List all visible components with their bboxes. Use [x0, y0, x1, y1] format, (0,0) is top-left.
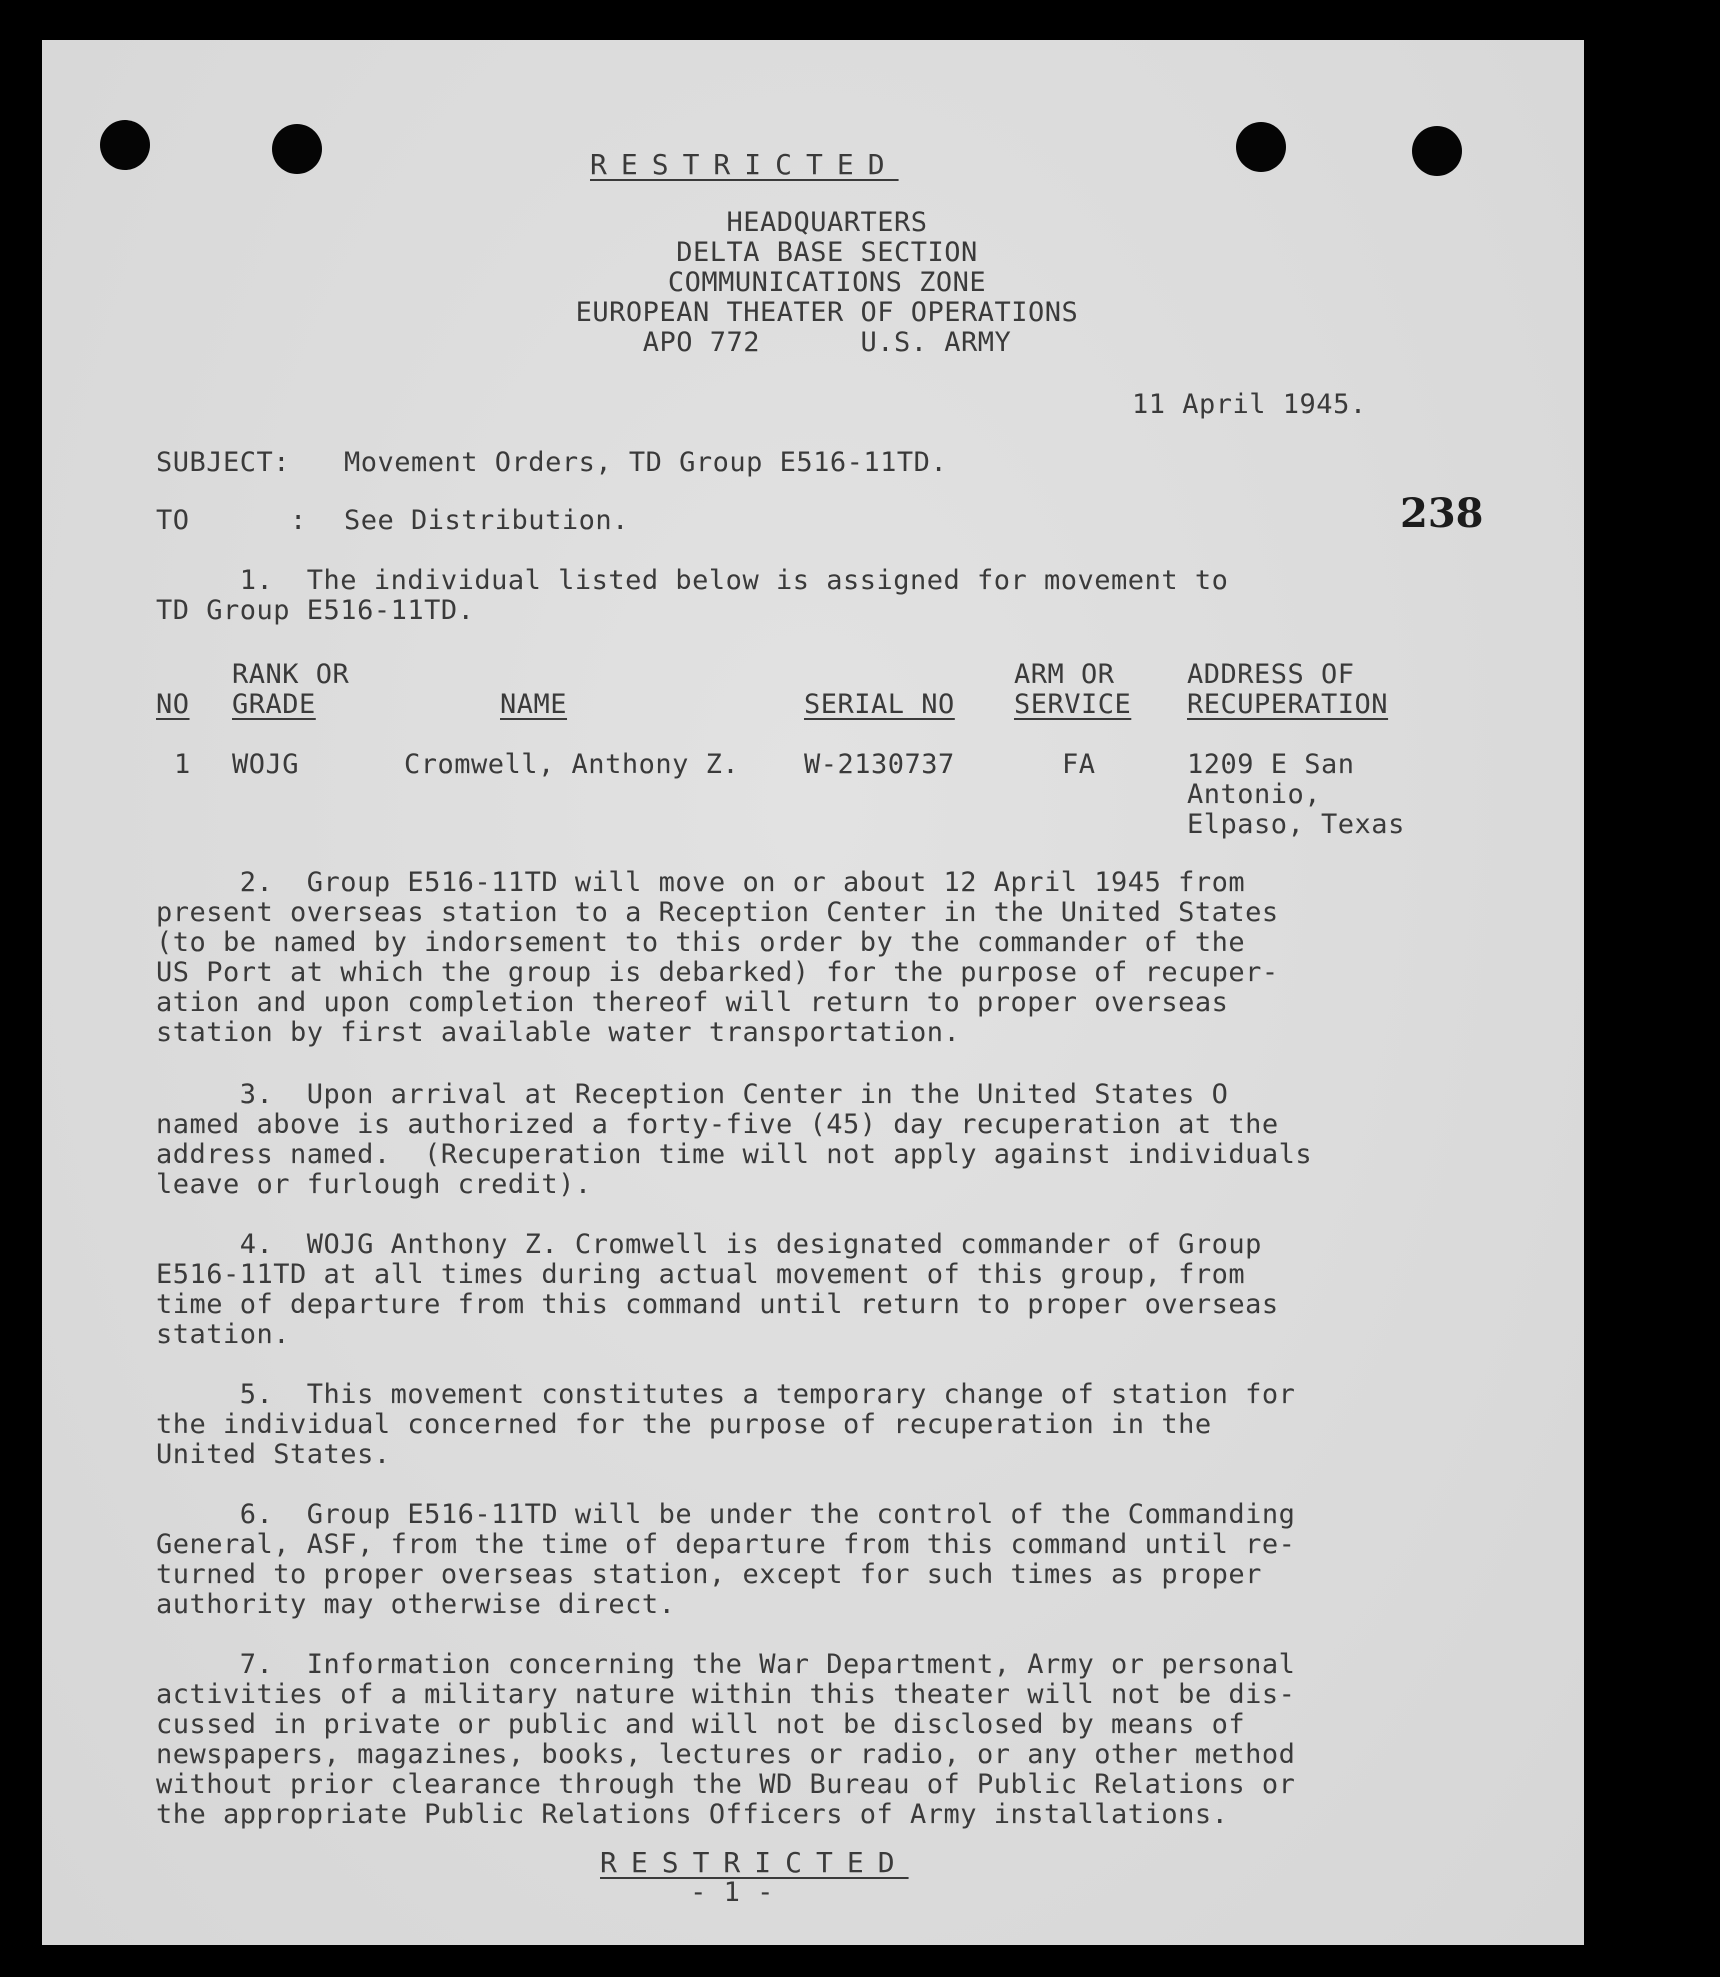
punch-hole — [1236, 122, 1286, 172]
row-rank: WOJG — [232, 749, 300, 780]
col-header-grade: GRADE — [232, 689, 316, 720]
document-page — [42, 40, 1584, 1945]
paragraph-5-line: 5. This movement constitutes a temporary change of station for — [156, 1379, 1296, 1410]
apo-line: APO 772 U.S. ARMY — [642, 327, 1012, 358]
row-name: Cromwell, Anthony Z. — [404, 749, 740, 780]
paragraph-2-line: present overseas station to a Reception Center in the United States — [156, 897, 1279, 928]
paragraph-6-line: turned to proper overseas station, except for such times as proper — [156, 1559, 1262, 1590]
col-header-serial: SERIAL NO — [804, 689, 955, 720]
col-header-recuperation: RECUPERATION — [1187, 689, 1389, 720]
paragraph-3-line: named above is authorized a forty-five (45) day recuperation at the — [156, 1109, 1279, 1140]
paragraph-2-line: ation and upon completion thereof will return to proper overseas — [156, 987, 1229, 1018]
row-serial: W-2130737 — [804, 749, 955, 780]
paragraph-2-line: 2. Group E516-11TD will move on or about 12 April 1945 from — [156, 867, 1246, 898]
to-label: TO : — [156, 505, 307, 536]
classification-bottom: RESTRICTED — [600, 1846, 909, 1879]
punch-hole — [1412, 126, 1462, 176]
col-header-arm: ARM OR — [1014, 659, 1115, 690]
paragraph-1-line: TD Group E516-11TD. — [156, 595, 475, 626]
paragraph-3-line: leave or furlough credit). — [156, 1169, 592, 1200]
paragraph-1-line: 1. The individual listed below is assigned for movement to — [156, 565, 1229, 596]
punch-hole — [100, 120, 150, 170]
section-line: DELTA BASE SECTION — [676, 237, 978, 268]
paragraph-7-line: cussed in private or public and will not be disclosed by means of — [156, 1709, 1246, 1740]
col-header-rank: RANK OR — [232, 659, 350, 690]
headquarters-line: HEADQUARTERS — [726, 207, 928, 238]
col-header-address: ADDRESS OF — [1187, 659, 1355, 690]
paragraph-3-line: 3. Upon arrival at Reception Center in the United States O — [156, 1079, 1229, 1110]
row-address-line: Elpaso, Texas — [1187, 809, 1405, 840]
paragraph-5-line: United States. — [156, 1439, 391, 1470]
subject-text: Movement Orders, TD Group E516-11TD. — [344, 447, 948, 478]
row-no: 1 — [174, 749, 191, 780]
paragraph-6-line: 6. Group E516-11TD will be under the control of the Commanding — [156, 1499, 1296, 1530]
row-arm: FA — [1062, 749, 1096, 780]
paragraph-6-line: authority may otherwise direct. — [156, 1589, 676, 1620]
subject-label: SUBJECT: — [156, 447, 291, 478]
paragraph-4-line: station. — [156, 1319, 291, 1350]
paragraph-2-line: station by first available water transportation. — [156, 1017, 961, 1048]
paragraph-5-line: the individual concerned for the purpose of recuperation in the — [156, 1409, 1212, 1440]
theater-line: EUROPEAN THEATER OF OPERATIONS — [575, 297, 1079, 328]
paragraph-7-line: without prior clearance through the WD Bureau of Public Relations or — [156, 1769, 1296, 1800]
paragraph-4-line: 4. WOJG Anthony Z. Cromwell is designated commander of Group — [156, 1229, 1262, 1260]
paragraph-7-line: the appropriate Public Relations Officers of Army installations. — [156, 1799, 1229, 1830]
col-header-no: NO — [156, 689, 190, 720]
zone-line: COMMUNICATIONS ZONE — [667, 267, 987, 298]
paragraph-7-line: newspapers, magazines, books, lectures or radio, or any other method — [156, 1739, 1296, 1770]
page-number: - 1 - — [690, 1877, 774, 1908]
paragraph-2-line: US Port at which the group is debarked) for the purpose of recuper- — [156, 957, 1279, 988]
row-address-line: Antonio, — [1187, 779, 1322, 810]
to-text: See Distribution. — [344, 505, 629, 536]
row-address-line: 1209 E San — [1187, 749, 1355, 780]
paragraph-7-line: 7. Information concerning the War Department, Army or personal — [156, 1649, 1296, 1680]
paragraph-2-line: (to be named by indorsement to this order by the commander of the — [156, 927, 1246, 958]
paragraph-7-line: activities of a military nature within this theater will not be dis- — [156, 1679, 1296, 1710]
punch-hole — [272, 124, 322, 174]
paragraph-4-line: time of departure from this command until return to proper overseas — [156, 1289, 1279, 1320]
document-date: 11 April 1945. — [1132, 389, 1367, 420]
col-header-service: SERVICE — [1014, 689, 1132, 720]
paragraph-3-line: address named. (Recuperation time will not apply against individuals — [156, 1139, 1313, 1170]
paragraph-4-line: E516-11TD at all times during actual movement of this group, from — [156, 1259, 1246, 1290]
col-header-name: NAME — [500, 689, 568, 720]
order-number-stamp: 238 — [1400, 490, 1484, 537]
paragraph-6-line: General, ASF, from the time of departure from this command until re- — [156, 1529, 1296, 1560]
classification-top: RESTRICTED — [590, 148, 899, 181]
